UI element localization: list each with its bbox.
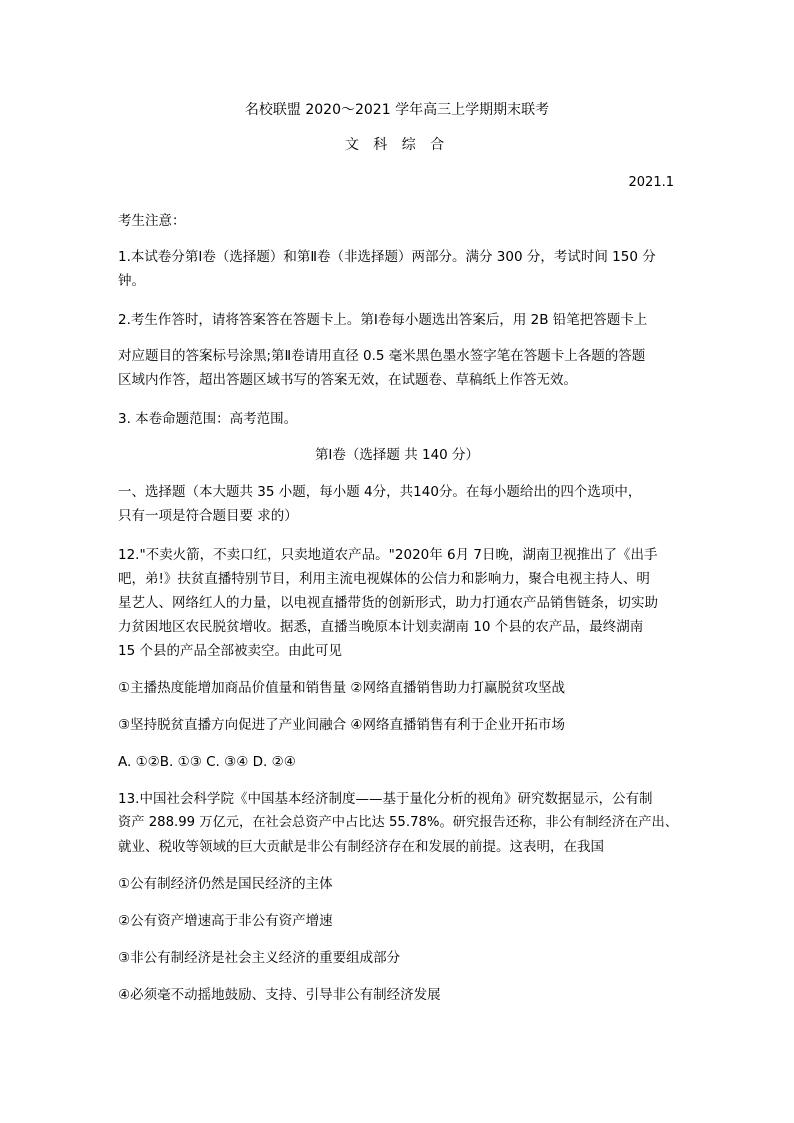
q12-stem-line-4: 力贫困地区农民脱贫增收。据悉，直播当晚原本计划卖湖南 10 个县的农产品，最终湖南 xyxy=(118,619,644,635)
q13-option-2: ②公有资产增速高于非公有资产增速 xyxy=(118,913,333,929)
notice-item-1-line-2: 钟。 xyxy=(118,273,145,289)
notice-item-3: 3. 本卷命题范围：高考范围。 xyxy=(118,411,298,427)
q12-options-line-2: ③坚持脱贫直播方向促进了产业间融合 ④网络直播销售有利于企业开拓市场 xyxy=(118,717,565,733)
q12-stem-line-1: 12."不卖火箭，不卖口红，只卖地道农产品。"2020年 6月 7日晚，湖南卫视推出了《出手 xyxy=(118,547,658,563)
notice-item-2-line-3: 区域内作答，超出答题区域书写的答案无效，在试题卷、草稿纸上作答无效。 xyxy=(118,372,577,388)
q12-stem-line-5: 15 个县的产品全部被卖空。由此可见 xyxy=(118,643,342,659)
notice-heading: 考生注意： xyxy=(118,213,186,229)
section-intro-line-2: 只有一项是符合题目要 求的） xyxy=(118,508,298,524)
q12-stem-line-3: 星艺人、网络红人的力量，以电视直播带货的创新形式，助力打通农产品销售链条，切实助 xyxy=(118,595,658,611)
q13-stem-line-1: 13.中国社会科学院《中国基本经济制度——基于量化分析的视角》研究数据显示，公有制 xyxy=(118,791,653,807)
notice-item-2-line-1: 2.考生作答时，请将答案答在答题卡上。第Ⅰ卷每小题选出答案后，用 2B 铅笔把答题卡上 xyxy=(118,312,648,328)
q13-option-1: ①公有制经济仍然是国民经济的主体 xyxy=(118,876,333,892)
exam-subject: 文 科 综 合 xyxy=(344,137,450,153)
notice-item-2-line-2: 对应题目的答案标号涂黑;第Ⅱ卷请用直径 0.5 毫米黑色墨水签字笔在答题卡上各题的答题 xyxy=(118,348,646,364)
section-title: 第Ⅰ卷（选择题 共 140 分） xyxy=(314,447,480,463)
section-intro-line-1: 一、选择题（本大题共 35 小题，每小题 4分，共140分。在每小题给出的四个选项中， xyxy=(118,484,642,500)
q13-stem-line-2: 资产 288.99 万亿元，在社会总资产中占比达 55.78%。研究报告还称，非公有制经济在产出、 xyxy=(118,815,679,830)
q13-option-4: ④必须毫不动摇地鼓励、支持、引导非公有制经济发展 xyxy=(118,987,441,1003)
q12-choices: A. ①②B. ①③ C. ③④ D. ②④ xyxy=(118,754,296,770)
exam-title: 名校联盟 2020～2021 学年高三上学期期末联考 xyxy=(244,102,550,118)
q13-option-3: ③非公有制经济是社会主义经济的重要组成部分 xyxy=(118,950,401,966)
notice-item-1-line-1: 1.本试卷分第Ⅰ卷（选择题）和第Ⅱ卷（非选择题）两部分。满分 300 分，考试时间 150 分 xyxy=(118,249,656,265)
q13-stem-line-3: 就业、税收等领域的巨大贡献是非公有制经济存在和发展的前提。这表明，在我国 xyxy=(118,839,604,855)
q12-stem-line-2: 吧，弟!》扶贫直播特别节目，利用主流电视媒体的公信力和影响力，聚合电视主持人、明 xyxy=(118,571,650,587)
exam-date: 2021.1 xyxy=(628,175,674,190)
q12-options-line-1: ①主播热度能增加商品价值量和销售量 ②网络直播销售助力打赢脱贫攻坚战 xyxy=(118,680,565,696)
